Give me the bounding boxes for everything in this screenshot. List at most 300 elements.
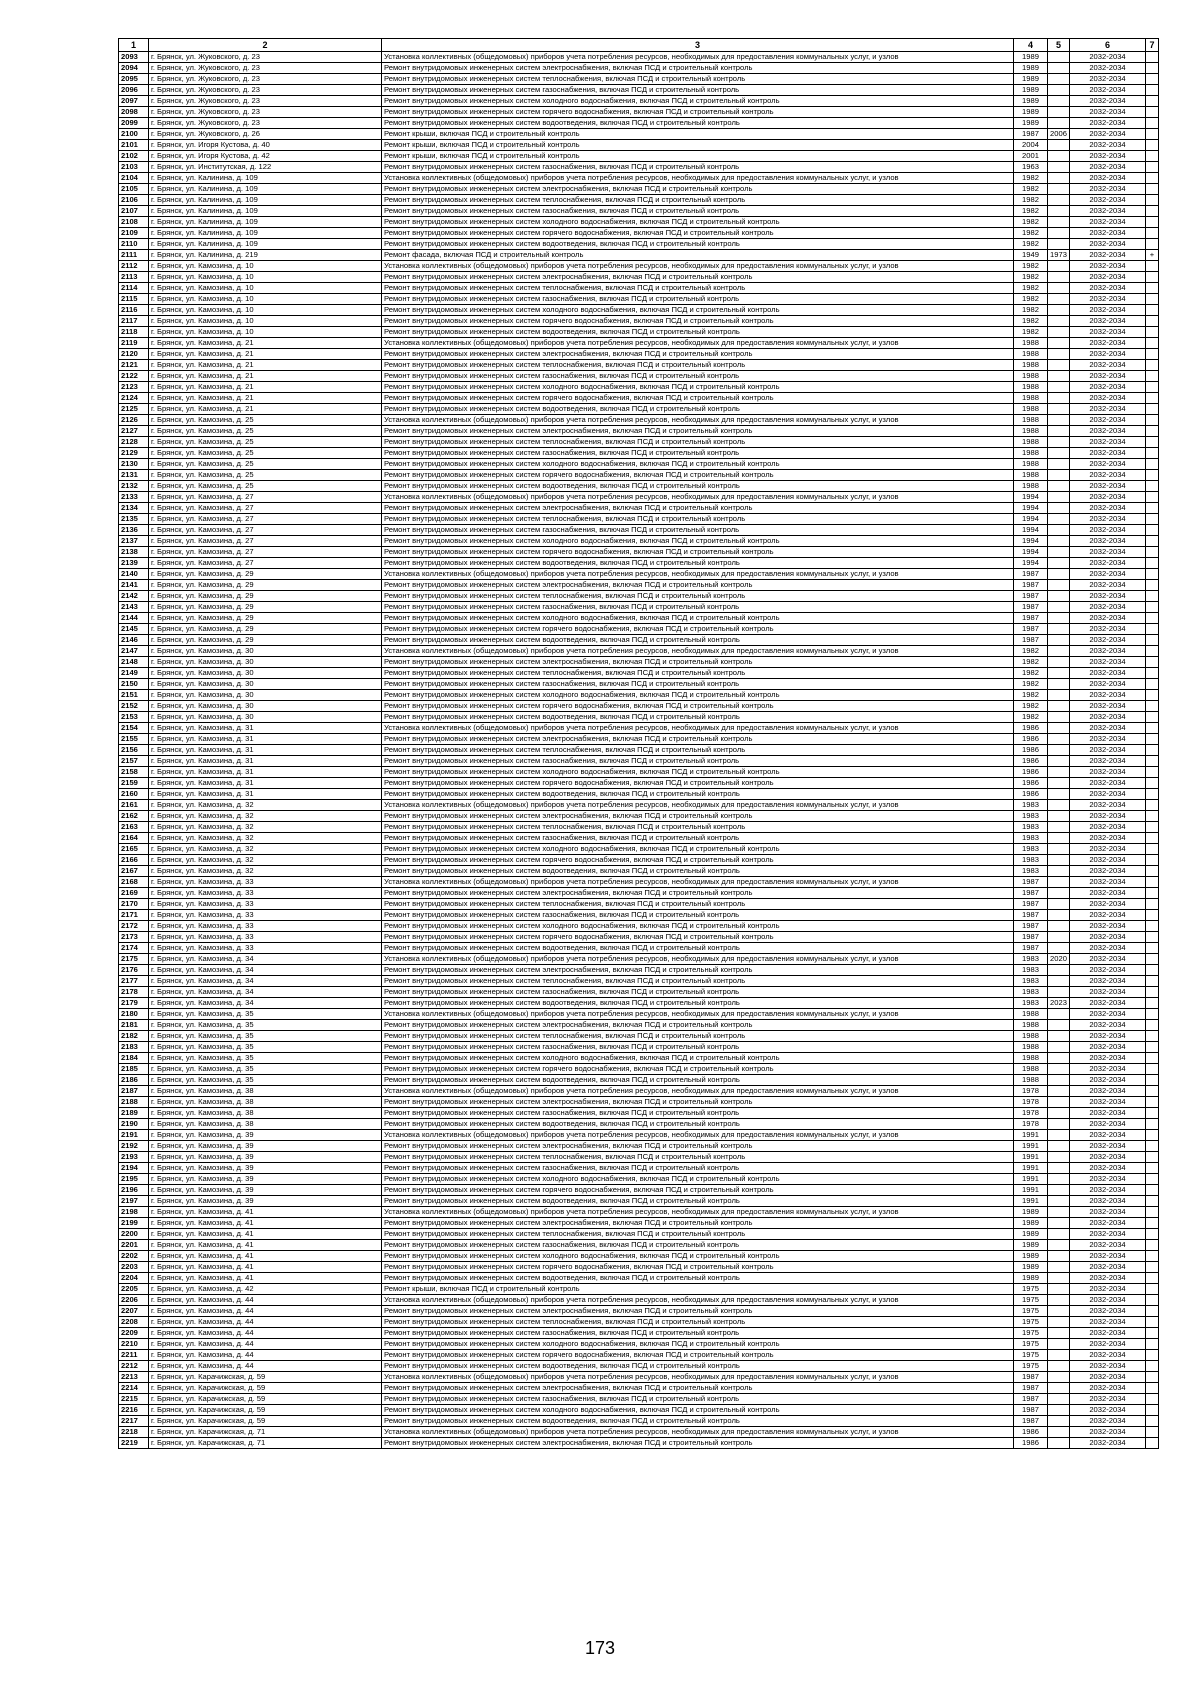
planned-period-cell: 2032-2034 — [1070, 668, 1146, 679]
planned-period-cell: 2032-2034 — [1070, 921, 1146, 932]
commission-year-cell: 1978 — [1014, 1108, 1048, 1119]
work-type-cell: Ремонт внутридомовых инженерных систем электроснабжения, включая ПСД и строительный контроль — [382, 1218, 1014, 1229]
last-repair-year-cell — [1048, 1317, 1070, 1328]
table-row — [119, 1119, 1159, 1130]
row-number-cell: 2190 — [119, 1119, 149, 1130]
planned-period-cell: 2032-2034 — [1070, 899, 1146, 910]
commission-year-cell: 1986 — [1014, 745, 1048, 756]
row-number-cell: 2184 — [119, 1053, 149, 1064]
planned-period-cell: 2032-2034 — [1070, 470, 1146, 481]
last-repair-year-cell — [1048, 1251, 1070, 1262]
row-number-cell: 2178 — [119, 987, 149, 998]
address-cell: г. Брянск, ул. Камозина, д. 35 — [149, 1031, 382, 1042]
header-col-4: 4 — [1014, 39, 1048, 52]
table-row — [119, 624, 1159, 635]
mark-cell — [1146, 723, 1159, 734]
planned-period-cell: 2032-2034 — [1070, 657, 1146, 668]
work-type-cell: Установка коллективных (общедомовых) приборов учета потребления ресурсов, необходимых для предоставления коммунальных услуг, и узлов — [382, 173, 1014, 184]
last-repair-year-cell — [1048, 1273, 1070, 1284]
work-type-cell: Ремонт внутридомовых инженерных систем горячего водоснабжения, включая ПСД и строительный контроль — [382, 1262, 1014, 1273]
work-type-cell: Ремонт внутридомовых инженерных систем водоотведения, включая ПСД и строительный контроль — [382, 1361, 1014, 1372]
table-row — [119, 657, 1159, 668]
last-repair-year-cell — [1048, 1196, 1070, 1207]
work-type-cell: Ремонт внутридомовых инженерных систем теплоснабжения, включая ПСД и строительный контроль — [382, 745, 1014, 756]
table-row — [119, 382, 1159, 393]
row-number-cell: 2164 — [119, 833, 149, 844]
address-cell: г. Брянск, ул. Камозина, д. 41 — [149, 1229, 382, 1240]
mark-cell — [1146, 624, 1159, 635]
last-repair-year-cell — [1048, 1416, 1070, 1427]
mark-cell — [1146, 1394, 1159, 1405]
last-repair-year-cell — [1048, 1240, 1070, 1251]
work-type-cell: Ремонт внутридомовых инженерных систем электроснабжения, включая ПСД и строительный контроль — [382, 1438, 1014, 1449]
commission-year-cell: 1975 — [1014, 1306, 1048, 1317]
table-row — [119, 426, 1159, 437]
work-type-cell: Ремонт внутридомовых инженерных систем электроснабжения, включая ПСД и строительный контроль — [382, 811, 1014, 822]
work-type-cell: Ремонт внутридомовых инженерных систем газоснабжения, включая ПСД и строительный контроль — [382, 1394, 1014, 1405]
work-type-cell: Ремонт внутридомовых инженерных систем газоснабжения, включая ПСД и строительный контроль — [382, 679, 1014, 690]
row-number-cell: 2165 — [119, 844, 149, 855]
row-number-cell: 2142 — [119, 591, 149, 602]
mark-cell — [1146, 1438, 1159, 1449]
table-row — [119, 1383, 1159, 1394]
header-col-1: 1 — [119, 39, 149, 52]
work-type-cell: Ремонт внутридомовых инженерных систем электроснабжения, включая ПСД и строительный контроль — [382, 272, 1014, 283]
work-type-cell: Ремонт внутридомовых инженерных систем электроснабжения, включая ПСД и строительный контроль — [382, 888, 1014, 899]
planned-period-cell: 2032-2034 — [1070, 1097, 1146, 1108]
commission-year-cell: 1982 — [1014, 712, 1048, 723]
address-cell: г. Брянск, ул. Камозина, д. 35 — [149, 1020, 382, 1031]
address-cell: г. Брянск, ул. Камозина, д. 39 — [149, 1130, 382, 1141]
planned-period-cell: 2032-2034 — [1070, 767, 1146, 778]
row-number-cell: 2143 — [119, 602, 149, 613]
address-cell: г. Брянск, ул. Камозина, д. 34 — [149, 987, 382, 998]
work-type-cell: Ремонт внутридомовых инженерных систем холодного водоснабжения, включая ПСД и строительный контроль — [382, 1251, 1014, 1262]
row-number-cell: 2210 — [119, 1339, 149, 1350]
address-cell: г. Брянск, ул. Камозина, д. 44 — [149, 1339, 382, 1350]
table-row — [119, 701, 1159, 712]
commission-year-cell: 1978 — [1014, 1097, 1048, 1108]
planned-period-cell: 2032-2034 — [1070, 822, 1146, 833]
planned-period-cell: 2032-2034 — [1070, 1405, 1146, 1416]
mark-cell — [1146, 173, 1159, 184]
planned-period-cell: 2032-2034 — [1070, 943, 1146, 954]
planned-period-cell: 2032-2034 — [1070, 162, 1146, 173]
row-number-cell: 2175 — [119, 954, 149, 965]
row-number-cell: 2160 — [119, 789, 149, 800]
mark-cell — [1146, 646, 1159, 657]
work-type-cell: Установка коллективных (общедомовых) приборов учета потребления ресурсов, необходимых для предоставления коммунальных услуг, и узлов — [382, 954, 1014, 965]
commission-year-cell: 1989 — [1014, 107, 1048, 118]
planned-period-cell: 2032-2034 — [1070, 701, 1146, 712]
address-cell: г. Брянск, ул. Камозина, д. 29 — [149, 602, 382, 613]
commission-year-cell: 1982 — [1014, 316, 1048, 327]
row-number-cell: 2218 — [119, 1427, 149, 1438]
last-repair-year-cell — [1048, 679, 1070, 690]
work-type-cell: Ремонт внутридомовых инженерных систем газоснабжения, включая ПСД и строительный контроль — [382, 206, 1014, 217]
commission-year-cell: 1988 — [1014, 404, 1048, 415]
address-cell: г. Брянск, ул. Камозина, д. 21 — [149, 338, 382, 349]
address-cell: г. Брянск, ул. Жуковского, д. 23 — [149, 63, 382, 74]
header-col-5: 5 — [1048, 39, 1070, 52]
table-row — [119, 294, 1159, 305]
commission-year-cell: 1987 — [1014, 888, 1048, 899]
row-number-cell: 2211 — [119, 1350, 149, 1361]
address-cell: г. Брянск, ул. Камозина, д. 33 — [149, 943, 382, 954]
mark-cell — [1146, 415, 1159, 426]
table-row — [119, 492, 1159, 503]
planned-period-cell: 2032-2034 — [1070, 228, 1146, 239]
mark-cell — [1146, 701, 1159, 712]
table-row — [119, 558, 1159, 569]
table-row — [119, 1251, 1159, 1262]
table-row — [119, 1240, 1159, 1251]
commission-year-cell: 1987 — [1014, 580, 1048, 591]
address-cell: г. Брянск, ул. Камозина, д. 21 — [149, 393, 382, 404]
work-type-cell: Ремонт внутридомовых инженерных систем холодного водоснабжения, включая ПСД и строительный контроль — [382, 96, 1014, 107]
last-repair-year-cell — [1048, 184, 1070, 195]
work-type-cell: Ремонт внутридомовых инженерных систем горячего водоснабжения, включая ПСД и строительный контроль — [382, 1064, 1014, 1075]
planned-period-cell: 2032-2034 — [1070, 96, 1146, 107]
table-row — [119, 888, 1159, 899]
address-cell: г. Брянск, ул. Камозина, д. 38 — [149, 1086, 382, 1097]
row-number-cell: 2141 — [119, 580, 149, 591]
table-row — [119, 1130, 1159, 1141]
last-repair-year-cell — [1048, 217, 1070, 228]
row-number-cell: 2207 — [119, 1306, 149, 1317]
row-number-cell: 2097 — [119, 96, 149, 107]
row-number-cell: 2158 — [119, 767, 149, 778]
address-cell: г. Брянск, ул. Камозина, д. 21 — [149, 371, 382, 382]
table-row — [119, 1427, 1159, 1438]
last-repair-year-cell — [1048, 283, 1070, 294]
mark-cell — [1146, 1174, 1159, 1185]
address-cell: г. Брянск, ул. Камозина, д. 32 — [149, 833, 382, 844]
table-row — [119, 74, 1159, 85]
address-cell: г. Брянск, ул. Калинина, д. 109 — [149, 217, 382, 228]
planned-period-cell: 2032-2034 — [1070, 1196, 1146, 1207]
address-cell: г. Брянск, ул. Жуковского, д. 23 — [149, 52, 382, 63]
row-number-cell: 2106 — [119, 195, 149, 206]
row-number-cell: 2194 — [119, 1163, 149, 1174]
planned-period-cell: 2032-2034 — [1070, 382, 1146, 393]
commission-year-cell: 1978 — [1014, 1086, 1048, 1097]
commission-year-cell: 1994 — [1014, 492, 1048, 503]
commission-year-cell: 1982 — [1014, 668, 1048, 679]
table-row — [119, 239, 1159, 250]
address-cell: г. Брянск, ул. Камозина, д. 30 — [149, 668, 382, 679]
commission-year-cell: 1987 — [1014, 921, 1048, 932]
mark-cell — [1146, 1295, 1159, 1306]
work-type-cell: Ремонт внутридомовых инженерных систем газоснабжения, включая ПСД и строительный контроль — [382, 1240, 1014, 1251]
row-number-cell: 2195 — [119, 1174, 149, 1185]
row-number-cell: 2151 — [119, 690, 149, 701]
table-row — [119, 822, 1159, 833]
work-type-cell: Ремонт внутридомовых инженерных систем водоотведения, включая ПСД и строительный контроль — [382, 712, 1014, 723]
last-repair-year-cell — [1048, 635, 1070, 646]
row-number-cell: 2209 — [119, 1328, 149, 1339]
mark-cell — [1146, 305, 1159, 316]
row-number-cell: 2146 — [119, 635, 149, 646]
row-number-cell: 2136 — [119, 525, 149, 536]
planned-period-cell: 2032-2034 — [1070, 1262, 1146, 1273]
mark-cell — [1146, 745, 1159, 756]
last-repair-year-cell — [1048, 547, 1070, 558]
planned-period-cell: 2032-2034 — [1070, 437, 1146, 448]
last-repair-year-cell — [1048, 162, 1070, 173]
planned-period-cell: 2032-2034 — [1070, 998, 1146, 1009]
last-repair-year-cell: 2023 — [1048, 998, 1070, 1009]
last-repair-year-cell — [1048, 1108, 1070, 1119]
address-cell: г. Брянск, ул. Камозина, д. 27 — [149, 514, 382, 525]
last-repair-year-cell — [1048, 1042, 1070, 1053]
address-cell: г. Брянск, ул. Камозина, д. 39 — [149, 1174, 382, 1185]
table-row — [119, 1295, 1159, 1306]
mark-cell — [1146, 756, 1159, 767]
table-row — [119, 1020, 1159, 1031]
last-repair-year-cell — [1048, 1306, 1070, 1317]
commission-year-cell: 1982 — [1014, 679, 1048, 690]
planned-period-cell: 2032-2034 — [1070, 1438, 1146, 1449]
last-repair-year-cell — [1048, 140, 1070, 151]
column-number-header — [119, 39, 1159, 52]
address-cell: г. Брянск, ул. Камозина, д. 33 — [149, 932, 382, 943]
planned-period-cell: 2032-2034 — [1070, 844, 1146, 855]
commission-year-cell: 1988 — [1014, 459, 1048, 470]
address-cell: г. Брянск, ул. Камозина, д. 39 — [149, 1141, 382, 1152]
last-repair-year-cell — [1048, 1020, 1070, 1031]
mark-cell — [1146, 393, 1159, 404]
table-row — [119, 679, 1159, 690]
address-cell: г. Брянск, ул. Камозина, д. 10 — [149, 283, 382, 294]
last-repair-year-cell — [1048, 514, 1070, 525]
last-repair-year-cell — [1048, 976, 1070, 987]
commission-year-cell: 1983 — [1014, 987, 1048, 998]
commission-year-cell: 1982 — [1014, 184, 1048, 195]
last-repair-year-cell — [1048, 206, 1070, 217]
row-number-cell: 2170 — [119, 899, 149, 910]
address-cell: г. Брянск, ул. Институтская, д. 122 — [149, 162, 382, 173]
table-row — [119, 503, 1159, 514]
table-row — [119, 954, 1159, 965]
row-number-cell: 2126 — [119, 415, 149, 426]
row-number-cell: 2196 — [119, 1185, 149, 1196]
work-type-cell: Ремонт внутридомовых инженерных систем газоснабжения, включая ПСД и строительный контроль — [382, 525, 1014, 536]
table-row — [119, 1218, 1159, 1229]
last-repair-year-cell — [1048, 85, 1070, 96]
last-repair-year-cell — [1048, 910, 1070, 921]
commission-year-cell: 1991 — [1014, 1152, 1048, 1163]
mark-cell — [1146, 580, 1159, 591]
planned-period-cell: 2032-2034 — [1070, 712, 1146, 723]
work-type-cell: Ремонт внутридомовых инженерных систем газоснабжения, включая ПСД и строительный контроль — [382, 85, 1014, 96]
last-repair-year-cell — [1048, 118, 1070, 129]
planned-period-cell: 2032-2034 — [1070, 1416, 1146, 1427]
planned-period-cell: 2032-2034 — [1070, 734, 1146, 745]
address-cell: г. Брянск, ул. Камозина, д. 10 — [149, 305, 382, 316]
planned-period-cell: 2032-2034 — [1070, 349, 1146, 360]
mark-cell — [1146, 1328, 1159, 1339]
mark-cell — [1146, 976, 1159, 987]
last-repair-year-cell — [1048, 74, 1070, 85]
mark-cell — [1146, 1339, 1159, 1350]
last-repair-year-cell — [1048, 712, 1070, 723]
work-type-cell: Ремонт внутридомовых инженерных систем газоснабжения, включая ПСД и строительный контроль — [382, 833, 1014, 844]
row-number-cell: 2122 — [119, 371, 149, 382]
table-row — [119, 811, 1159, 822]
table-row — [119, 789, 1159, 800]
work-type-cell: Ремонт внутридомовых инженерных систем электроснабжения, включая ПСД и строительный контроль — [382, 63, 1014, 74]
planned-period-cell: 2032-2034 — [1070, 1086, 1146, 1097]
row-number-cell: 2128 — [119, 437, 149, 448]
commission-year-cell: 1988 — [1014, 1075, 1048, 1086]
last-repair-year-cell — [1048, 305, 1070, 316]
commission-year-cell: 1987 — [1014, 1383, 1048, 1394]
work-type-cell: Ремонт внутридомовых инженерных систем электроснабжения, включая ПСД и строительный контроль — [382, 657, 1014, 668]
planned-period-cell: 2032-2034 — [1070, 800, 1146, 811]
commission-year-cell: 1989 — [1014, 52, 1048, 63]
address-cell: г. Брянск, ул. Камозина, д. 27 — [149, 558, 382, 569]
commission-year-cell: 1982 — [1014, 327, 1048, 338]
work-type-cell: Ремонт внутридомовых инженерных систем холодного водоснабжения, включая ПСД и строительный контроль — [382, 1339, 1014, 1350]
row-number-cell: 2167 — [119, 866, 149, 877]
planned-period-cell: 2032-2034 — [1070, 1328, 1146, 1339]
planned-period-cell: 2032-2034 — [1070, 338, 1146, 349]
commission-year-cell: 1982 — [1014, 294, 1048, 305]
work-type-cell: Ремонт внутридомовых инженерных систем холодного водоснабжения, включая ПСД и строительный контроль — [382, 921, 1014, 932]
address-cell: г. Брянск, ул. Камозина, д. 25 — [149, 437, 382, 448]
address-cell: г. Брянск, ул. Камозина, д. 41 — [149, 1218, 382, 1229]
row-number-cell: 2123 — [119, 382, 149, 393]
work-type-cell: Ремонт внутридомовых инженерных систем водоотведения, включая ПСД и строительный контроль — [382, 1196, 1014, 1207]
table-row — [119, 965, 1159, 976]
mark-cell — [1146, 1427, 1159, 1438]
last-repair-year-cell — [1048, 393, 1070, 404]
table-row — [119, 327, 1159, 338]
table-row — [119, 921, 1159, 932]
row-number-cell: 2118 — [119, 327, 149, 338]
mark-cell: + — [1146, 250, 1159, 261]
work-type-cell: Ремонт внутридомовых инженерных систем водоотведения, включая ПСД и строительный контроль — [382, 327, 1014, 338]
commission-year-cell: 1987 — [1014, 613, 1048, 624]
address-cell: г. Брянск, ул. Камозина, д. 32 — [149, 800, 382, 811]
mark-cell — [1146, 327, 1159, 338]
row-number-cell: 2117 — [119, 316, 149, 327]
commission-year-cell: 1988 — [1014, 371, 1048, 382]
last-repair-year-cell — [1048, 778, 1070, 789]
table-row — [119, 580, 1159, 591]
row-number-cell: 2132 — [119, 481, 149, 492]
commission-year-cell: 1988 — [1014, 470, 1048, 481]
work-type-cell: Установка коллективных (общедомовых) приборов учета потребления ресурсов, необходимых для предоставления коммунальных услуг, и узлов — [382, 492, 1014, 503]
table-row — [119, 767, 1159, 778]
row-number-cell: 2121 — [119, 360, 149, 371]
commission-year-cell: 1987 — [1014, 943, 1048, 954]
work-type-cell: Ремонт внутридомовых инженерных систем горячего водоснабжения, включая ПСД и строительный контроль — [382, 701, 1014, 712]
work-type-cell: Установка коллективных (общедомовых) приборов учета потребления ресурсов, необходимых для предоставления коммунальных услуг, и узлов — [382, 338, 1014, 349]
address-cell: г. Брянск, ул. Камозина, д. 39 — [149, 1196, 382, 1207]
address-cell: г. Брянск, ул. Калинина, д. 109 — [149, 239, 382, 250]
address-cell: г. Брянск, ул. Камозина, д. 34 — [149, 965, 382, 976]
planned-period-cell: 2032-2034 — [1070, 745, 1146, 756]
mark-cell — [1146, 1020, 1159, 1031]
table-row — [119, 1229, 1159, 1240]
mark-cell — [1146, 1273, 1159, 1284]
address-cell: г. Брянск, ул. Камозина, д. 29 — [149, 591, 382, 602]
work-type-cell: Установка коллективных (общедомовых) приборов учета потребления ресурсов, необходимых для предоставления коммунальных услуг, и узлов — [382, 1009, 1014, 1020]
table-row — [119, 591, 1159, 602]
row-number-cell: 2098 — [119, 107, 149, 118]
planned-period-cell: 2032-2034 — [1070, 954, 1146, 965]
last-repair-year-cell — [1048, 1218, 1070, 1229]
commission-year-cell: 1963 — [1014, 162, 1048, 173]
work-type-cell: Ремонт внутридомовых инженерных систем водоотведения, включая ПСД и строительный контроль — [382, 789, 1014, 800]
address-cell: г. Брянск, ул. Камозина, д. 21 — [149, 349, 382, 360]
last-repair-year-cell — [1048, 811, 1070, 822]
commission-year-cell: 1986 — [1014, 1427, 1048, 1438]
address-cell: г. Брянск, ул. Камозина, д. 30 — [149, 679, 382, 690]
table-row — [119, 261, 1159, 272]
table-row — [119, 932, 1159, 943]
planned-period-cell: 2032-2034 — [1070, 74, 1146, 85]
row-number-cell: 2212 — [119, 1361, 149, 1372]
planned-period-cell: 2032-2034 — [1070, 371, 1146, 382]
commission-year-cell: 1982 — [1014, 239, 1048, 250]
commission-year-cell: 1989 — [1014, 1273, 1048, 1284]
mark-cell — [1146, 118, 1159, 129]
work-type-cell: Ремонт внутридомовых инженерных систем теплоснабжения, включая ПСД и строительный контроль — [382, 668, 1014, 679]
commission-year-cell: 1982 — [1014, 283, 1048, 294]
commission-year-cell: 1982 — [1014, 690, 1048, 701]
mark-cell — [1146, 404, 1159, 415]
mark-cell — [1146, 965, 1159, 976]
row-number-cell: 2144 — [119, 613, 149, 624]
row-number-cell: 2095 — [119, 74, 149, 85]
planned-period-cell: 2032-2034 — [1070, 261, 1146, 272]
commission-year-cell: 1988 — [1014, 415, 1048, 426]
last-repair-year-cell — [1048, 459, 1070, 470]
last-repair-year-cell — [1048, 965, 1070, 976]
last-repair-year-cell — [1048, 1350, 1070, 1361]
address-cell: г. Брянск, ул. Камозина, д. 29 — [149, 635, 382, 646]
planned-period-cell: 2032-2034 — [1070, 613, 1146, 624]
planned-period-cell: 2032-2034 — [1070, 448, 1146, 459]
planned-period-cell: 2032-2034 — [1070, 525, 1146, 536]
mark-cell — [1146, 591, 1159, 602]
address-cell: г. Брянск, ул. Карачижская, д. 59 — [149, 1394, 382, 1405]
work-type-cell: Ремонт внутридомовых инженерных систем холодного водоснабжения, включая ПСД и строительный контроль — [382, 1053, 1014, 1064]
row-number-cell: 2162 — [119, 811, 149, 822]
table-row — [119, 844, 1159, 855]
row-number-cell: 2115 — [119, 294, 149, 305]
last-repair-year-cell — [1048, 1328, 1070, 1339]
table-row — [119, 1031, 1159, 1042]
row-number-cell: 2213 — [119, 1372, 149, 1383]
mark-cell — [1146, 910, 1159, 921]
table-row — [119, 690, 1159, 701]
table-row — [119, 1372, 1159, 1383]
work-type-cell: Установка коллективных (общедомовых) приборов учета потребления ресурсов, необходимых для предоставления коммунальных услуг, и узлов — [382, 1130, 1014, 1141]
row-number-cell: 2134 — [119, 503, 149, 514]
last-repair-year-cell — [1048, 1284, 1070, 1295]
last-repair-year-cell — [1048, 151, 1070, 162]
table-row — [119, 228, 1159, 239]
table-row — [119, 569, 1159, 580]
commission-year-cell: 1989 — [1014, 1251, 1048, 1262]
work-type-cell: Ремонт внутридомовых инженерных систем теплоснабжения, включая ПСД и строительный контроль — [382, 195, 1014, 206]
commission-year-cell: 1975 — [1014, 1339, 1048, 1350]
mark-cell — [1146, 536, 1159, 547]
